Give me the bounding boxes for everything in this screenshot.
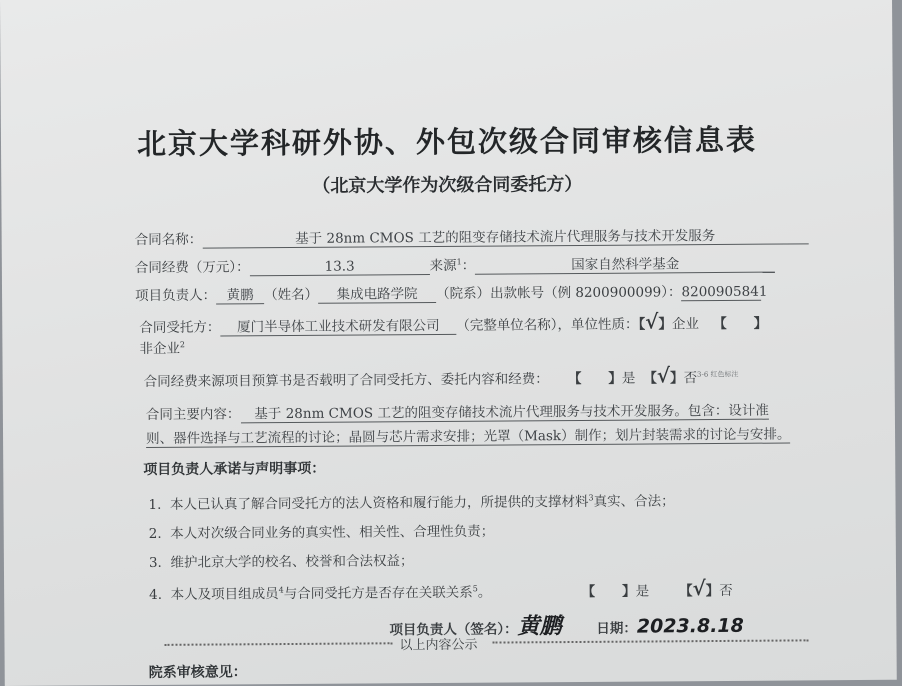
source-footnote: 1 — [456, 257, 462, 267]
budget-no-box-open: 【 — [643, 370, 657, 387]
commitment-heading: 项目负责人承诺与声明事项： — [143, 460, 326, 479]
budget-no-box-close: 】 — [670, 370, 684, 387]
budget-no-check-mark: √ — [656, 363, 671, 388]
funding-row — [135, 252, 775, 277]
source-colon: ： — [461, 257, 476, 274]
pi-dept-hint: （院系） — [436, 285, 491, 302]
budget-question-row — [144, 363, 739, 391]
item-footnote: 3 — [588, 493, 594, 503]
red-note: 3-6 红色标注 — [697, 370, 739, 379]
item-text: 本人对次级合同业务的真实性、相关性、合理性负责； — [170, 523, 495, 542]
funding-value: 13.3 — [250, 258, 430, 276]
item-text-tail: 真实、合法； — [593, 493, 675, 510]
commitment-item-1 — [148, 489, 674, 513]
item-footnote-2: 5 — [472, 584, 478, 594]
item-number: 3. — [148, 554, 162, 571]
handwritten-signature: 黄鹏 — [517, 614, 562, 640]
related-no-label: 否 — [719, 582, 733, 599]
account-value: 8200905841 — [681, 283, 768, 301]
item-text-tail: 与合同受托方是否存在关联关系 — [283, 584, 473, 603]
content-line-1: 基于 28nm CMOS 工艺的阻变存储技术流片代理服务与技术开发服务。包含：设计准 — [240, 399, 769, 424]
commitment-item-2 — [149, 520, 495, 542]
enterprise-label: 企业 — [671, 316, 699, 333]
item-number: 2. — [148, 525, 162, 542]
content-row-2 — [146, 422, 791, 447]
content-line-2: 则、器件选择与工艺流程的讨论；晶圆与芯片需求安排；光罩（Mask）制作；划片封装需求的讨论与安排。 — [146, 422, 791, 447]
pi-label: 项目负责人： — [135, 287, 217, 305]
related-no-check-mark: √ — [692, 576, 706, 601]
related-no-box-open: 【 — [679, 583, 693, 600]
contract-name-value: 基于 28nm CMOS 工艺的阻变存储技术流片代理服务与技术开发服务 — [202, 223, 808, 248]
non-enterprise-checkbox: 【 】 — [713, 315, 768, 333]
commitment-item-3 — [149, 549, 414, 571]
page-title: 北京大学科研外协、外包次级合同审核信息表 — [136, 122, 758, 162]
non-enterprise-label: 非企业 — [139, 340, 180, 358]
budget-question-text: 合同经费来源项目预算书是否载明了合同受托方、委托内容和经费： — [143, 371, 549, 391]
pi-dept: 集成电路学院 — [318, 282, 436, 304]
content-label: 合同主要内容： — [145, 406, 241, 423]
item-number: 1. — [148, 496, 162, 513]
source-value: 国家自然科学基金 — [475, 252, 775, 275]
contract-name-row — [135, 223, 809, 249]
pi-row — [135, 280, 768, 305]
public-note: 以上内容公示 — [399, 637, 478, 654]
account-label: 出款帐号（例 8200900099）： — [490, 284, 682, 302]
contractor-label: 合同受托方： — [139, 319, 221, 337]
item-number: 4. — [149, 586, 163, 603]
non-enterprise-row — [139, 337, 185, 357]
pi-name: 黄鹏 — [216, 283, 264, 304]
funding-label: 合同经费（万元）： — [134, 259, 250, 277]
divider-left — [164, 642, 392, 646]
item-text: 维护北京大学的校名、校誉和合法权益； — [170, 553, 414, 571]
handwritten-date: 2023.8.18 — [636, 614, 744, 638]
page-subtitle: （北京大学作为次级合同委托方） — [312, 173, 583, 197]
related-yes-label: 是 — [635, 583, 650, 600]
review-label: 院系审核意见： — [148, 664, 247, 681]
content-row-1 — [146, 399, 769, 424]
budget-no-label: 否 — [683, 370, 698, 387]
commitment-item-4 — [149, 576, 733, 604]
date-label: 日期： — [596, 620, 637, 637]
budget-yes-label: 是 — [621, 370, 636, 387]
contractor-value: 厦门半导体工业技术研发有限公司 — [220, 314, 456, 337]
source-label: 来源 — [429, 257, 457, 275]
related-yes-box: 【 】 — [581, 583, 636, 600]
enterprise-check-mark: √ — [645, 309, 659, 334]
contractor-row — [139, 309, 767, 337]
enterprise-checkbox-close: 】 — [658, 316, 672, 333]
enterprise-checkbox-open: 【 — [638, 316, 646, 333]
signature-label: 项目负责人（签名）： — [389, 621, 518, 639]
item-footnote: 4 — [278, 585, 284, 595]
contract-name-label: 合同名称： — [134, 231, 203, 249]
item-text: 本人及项目组成员 — [170, 586, 279, 603]
non-enterprise-footnote: 2 — [179, 340, 186, 350]
item-text: 本人已认真了解合同受托方的法人资格和履行能力，所提供的支撑材料 — [169, 493, 589, 513]
budget-yes-box: 【 】 — [574, 370, 622, 387]
pi-name-hint: （姓名） — [264, 286, 319, 304]
related-no-box-close: 】 — [705, 582, 720, 600]
contractor-hint: （完整单位名称），单位性质： — [456, 316, 639, 334]
item-end: 。 — [477, 584, 492, 601]
